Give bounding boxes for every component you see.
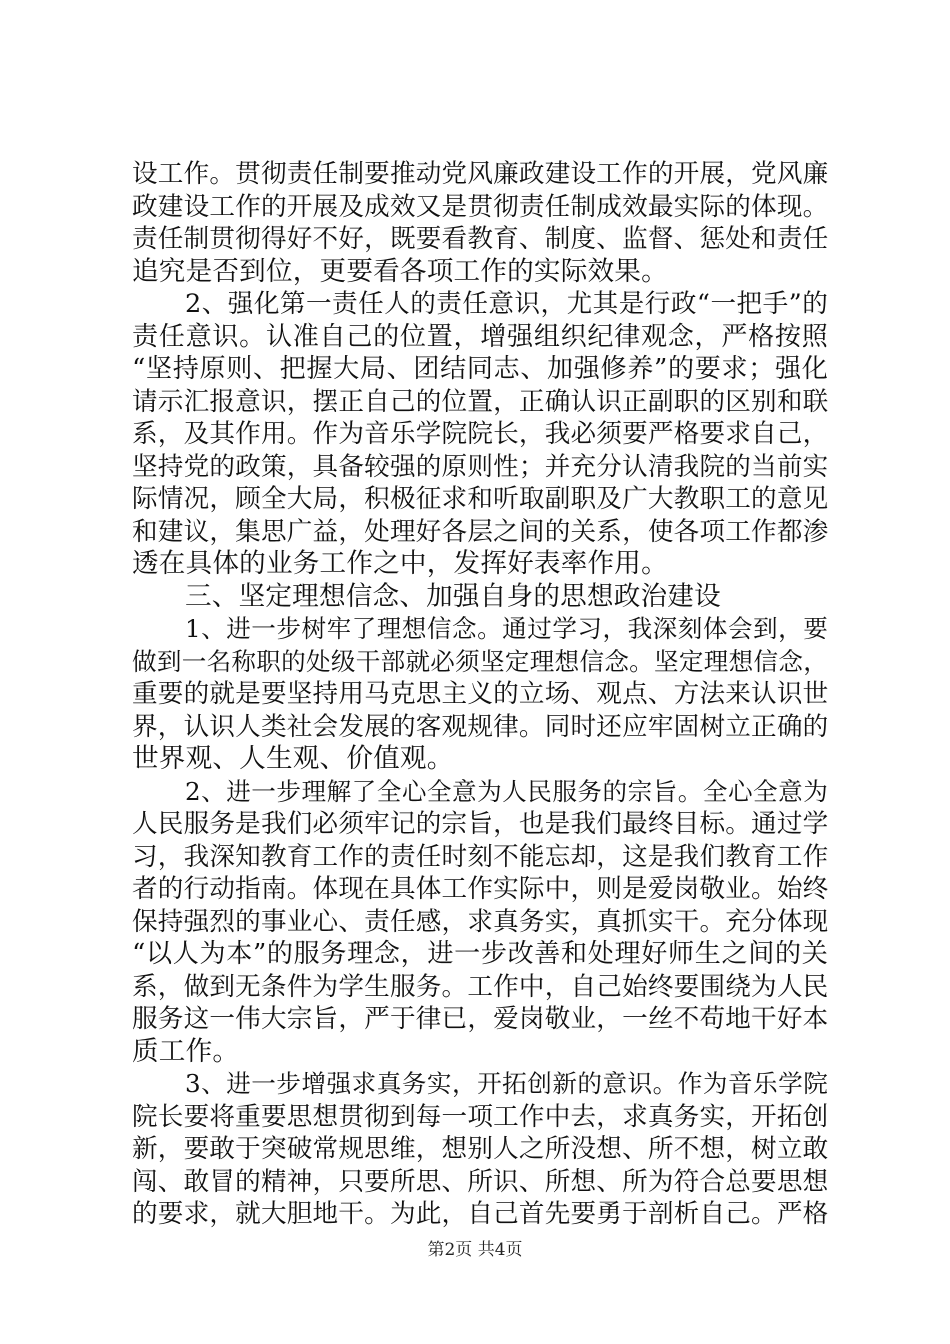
text-line: 世界观、人生观、价值观。: [132, 743, 454, 774]
text-line: 重要的就是要坚持用马克思主义的立场、观点、方法来认识世: [132, 679, 829, 709]
text-line: 责任制贯彻得好不好，既要看教育、制度、监督、惩处和责任: [132, 224, 829, 254]
text-line: 质工作。: [132, 1035, 240, 1067]
text-line: 服务这一伟大宗旨，严于律已，爱岗敬业，一丝不苟地干好本: [132, 1004, 829, 1034]
text-line: 请示汇报意识，摆正自己的位置，正确认识正副职的区别和联: [132, 386, 829, 417]
text-line: 新，要敢于突破常规思维，想别人之所没想、所不想，树立敢: [132, 1134, 829, 1164]
text-line: 者的行动指南。体现在具体工作实际中，则是爱岗敬业。始终: [132, 874, 829, 904]
text-line: 际情况，顾全大局，积极征求和听取副职及广大教职工的意见: [132, 484, 829, 514]
text-line: 保持强烈的事业心、责任感，求真务实，真抓实干。充分体现: [132, 906, 829, 937]
text-line: 系，及其作用。作为音乐学院院长，我必须要严格要求自己，: [132, 419, 829, 449]
text-line: 2、强化第一责任人的责任意识，尤其是行政“一把手”的: [185, 289, 828, 319]
text-line: 做到一名称职的处级干部就必须坚定理想信念。坚定理想信念，: [132, 646, 828, 676]
text-line: “以人为本”的服务理念，进一步改善和处理好师生之间的关: [132, 939, 828, 969]
text-line: 和建议，集思广益，处理好各层之间的关系，使各项工作都渗: [132, 516, 829, 547]
text-line: 政建设工作的开展及成效又是贯彻责任制成效最实际的体现。: [132, 191, 829, 222]
text-line: 2、进一步理解了全心全意为人民服务的宗旨。全心全意为: [185, 776, 828, 806]
text-line: “坚持原则、把握大局、团结同志、加强修养”的要求；强化: [132, 354, 828, 384]
page-number-footer: 第2页 共4页: [427, 1240, 523, 1260]
text-line: 院长要将重要思想贯彻到每一项工作中去，求真务实，开拓创: [132, 1101, 829, 1132]
text-line: 追究是否到位，更要看各项工作的实际效果。: [132, 255, 668, 287]
text-line: 责任意识。认准自己的位置，增强组织纪律观念，严格按照: [132, 321, 828, 352]
text-line: 三、坚定理想信念、加强自身的思想政治建设: [185, 580, 721, 612]
document-body: [132, 158, 828, 1231]
text-line: 透在具体的业务工作之中，发挥好表率作用。: [132, 548, 668, 579]
text-line: 1、进一步树牢了理想信念。通过学习，我深刻体会到，要: [185, 614, 828, 643]
text-line: 人民服务是我们必须牢记的宗旨，也是我们最终目标。通过学: [132, 809, 829, 839]
text-line: 坚持党的政策，具备较强的原则性；并充分认清我院的当前实: [132, 451, 829, 482]
text-line: 3、进一步增强求真务实，开拓创新的意识。作为音乐学院: [185, 1069, 828, 1098]
text-line: 界，认识人类社会发展的客观规律。同时还应牢固树立正确的: [132, 711, 829, 742]
text-line: 闯、敢冒的精神，只要所思、所识、所想、所为符合总要思想: [132, 1166, 829, 1197]
text-line: 习，我深知教育工作的责任时刻不能忘却，这是我们教育工作: [132, 841, 829, 872]
text-line: 设工作。贯彻责任制要推动党风廉政建设工作的开展，党风廉: [132, 159, 829, 189]
text-line: 系，做到无条件为学生服务。工作中，自己始终要围绕为人民: [132, 971, 829, 1002]
text-line: 的要求，就大胆地干。为此，自己首先要勇于剖析自己。严格: [132, 1199, 829, 1229]
